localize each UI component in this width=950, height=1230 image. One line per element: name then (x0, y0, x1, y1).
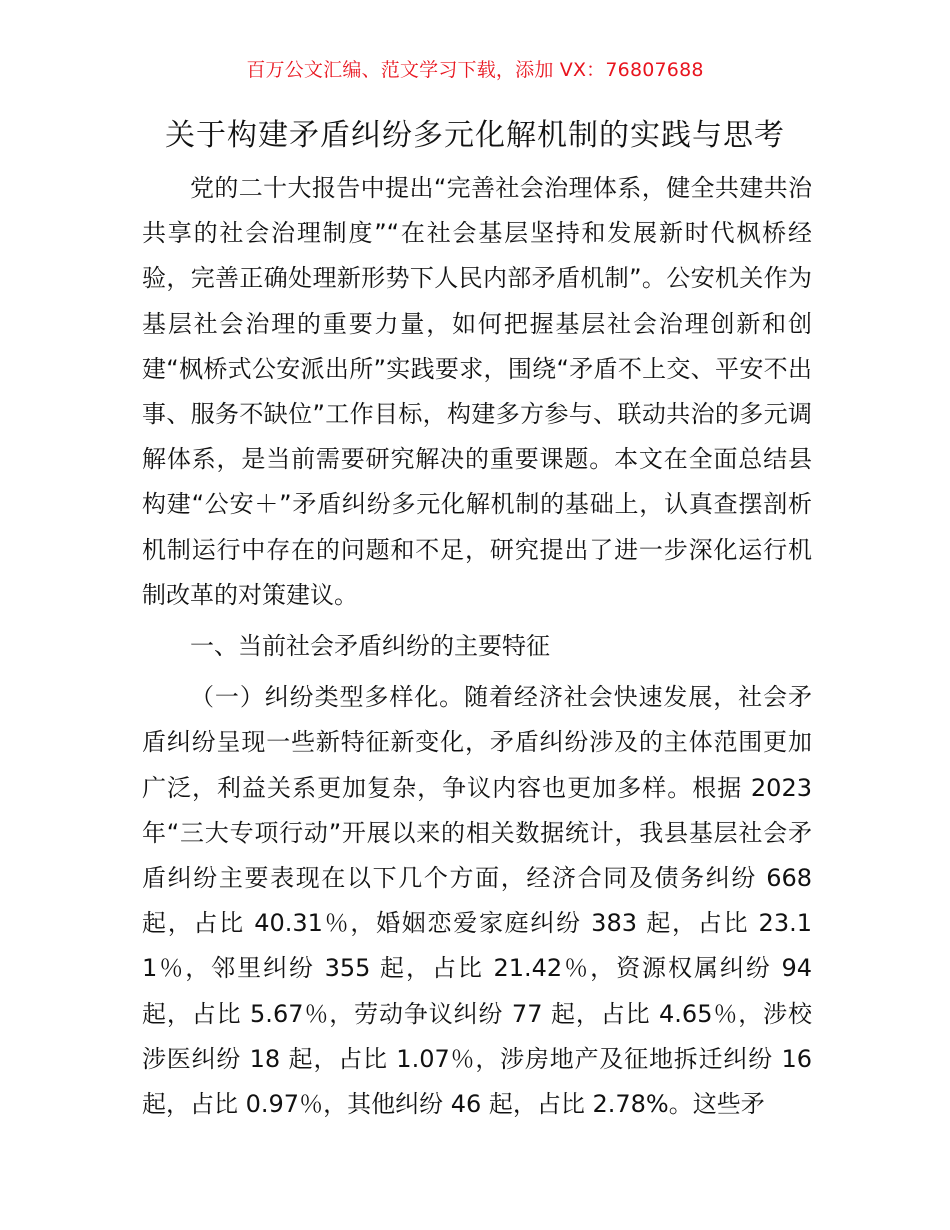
document-title: 关于构建矛盾纠纷多元化解机制的实践与思考 (165, 118, 785, 153)
document-body (142, 166, 812, 1127)
intro-paragraph: 党的二十大报告中提出“完善社会治理体系，健全共建共治共享的社会治理制度”“在社会基层坚持和发展新时代枫桥经验，完善正确处理新形势下人民内部矛盾机制”。公安机关作为基层社会治理的重要力量，如何把握基层社会治理创新和创建“枫桥式公安派出所”实践要求，围绕“矛盾不上交、平安不出事、服务不缺位”工作目标，构建多方参与、联动共治的多元调解体系，是当前需要研究解决的重要课题。本文在全面总结县构建“公安＋”矛盾纠纷多元化解机制的基础上，认真查摆剖析机制运行中存在的问题和不足，研究提出了进一步深化运行机制改革的对策建议。 (142, 174, 812, 609)
header-watermark-text: 百万公文汇编、范文学习下载，添加 VX：76807688 (246, 59, 704, 81)
section-1-paragraph: （一）纠纷类型多样化。随着经济社会快速发展，社会矛盾纠纷呈现一些新特征新变化，矛盾纠纷涉及的主体范围更加广泛，利益关系更加复杂，争议内容也更加多样。根据 2023 年“三大专项行动”开展以来的相关数据统计，我县基层社会矛盾纠纷主要表现在以下几个方面，经济合同及债务纠纷 668 起，占比 40.31％，婚姻恋爱家庭纠纷 383 起，占比 23.11％，邻里纠纷 355 起，占比 21.42％，资源权属纠纷 94 起，占比 5.67％，劳动争议纠纷 77 起，占比 4.65％，涉校涉医纠纷 18 起，占比 1.07％，涉房地产及征地拆迁纠纷 16 起，占比 0.97％，其他纠纷 46 起，占比 2.78%。这些矛 (142, 683, 812, 1119)
section-1-heading: 一、当前社会矛盾纠纷的主要特征 (190, 632, 550, 661)
